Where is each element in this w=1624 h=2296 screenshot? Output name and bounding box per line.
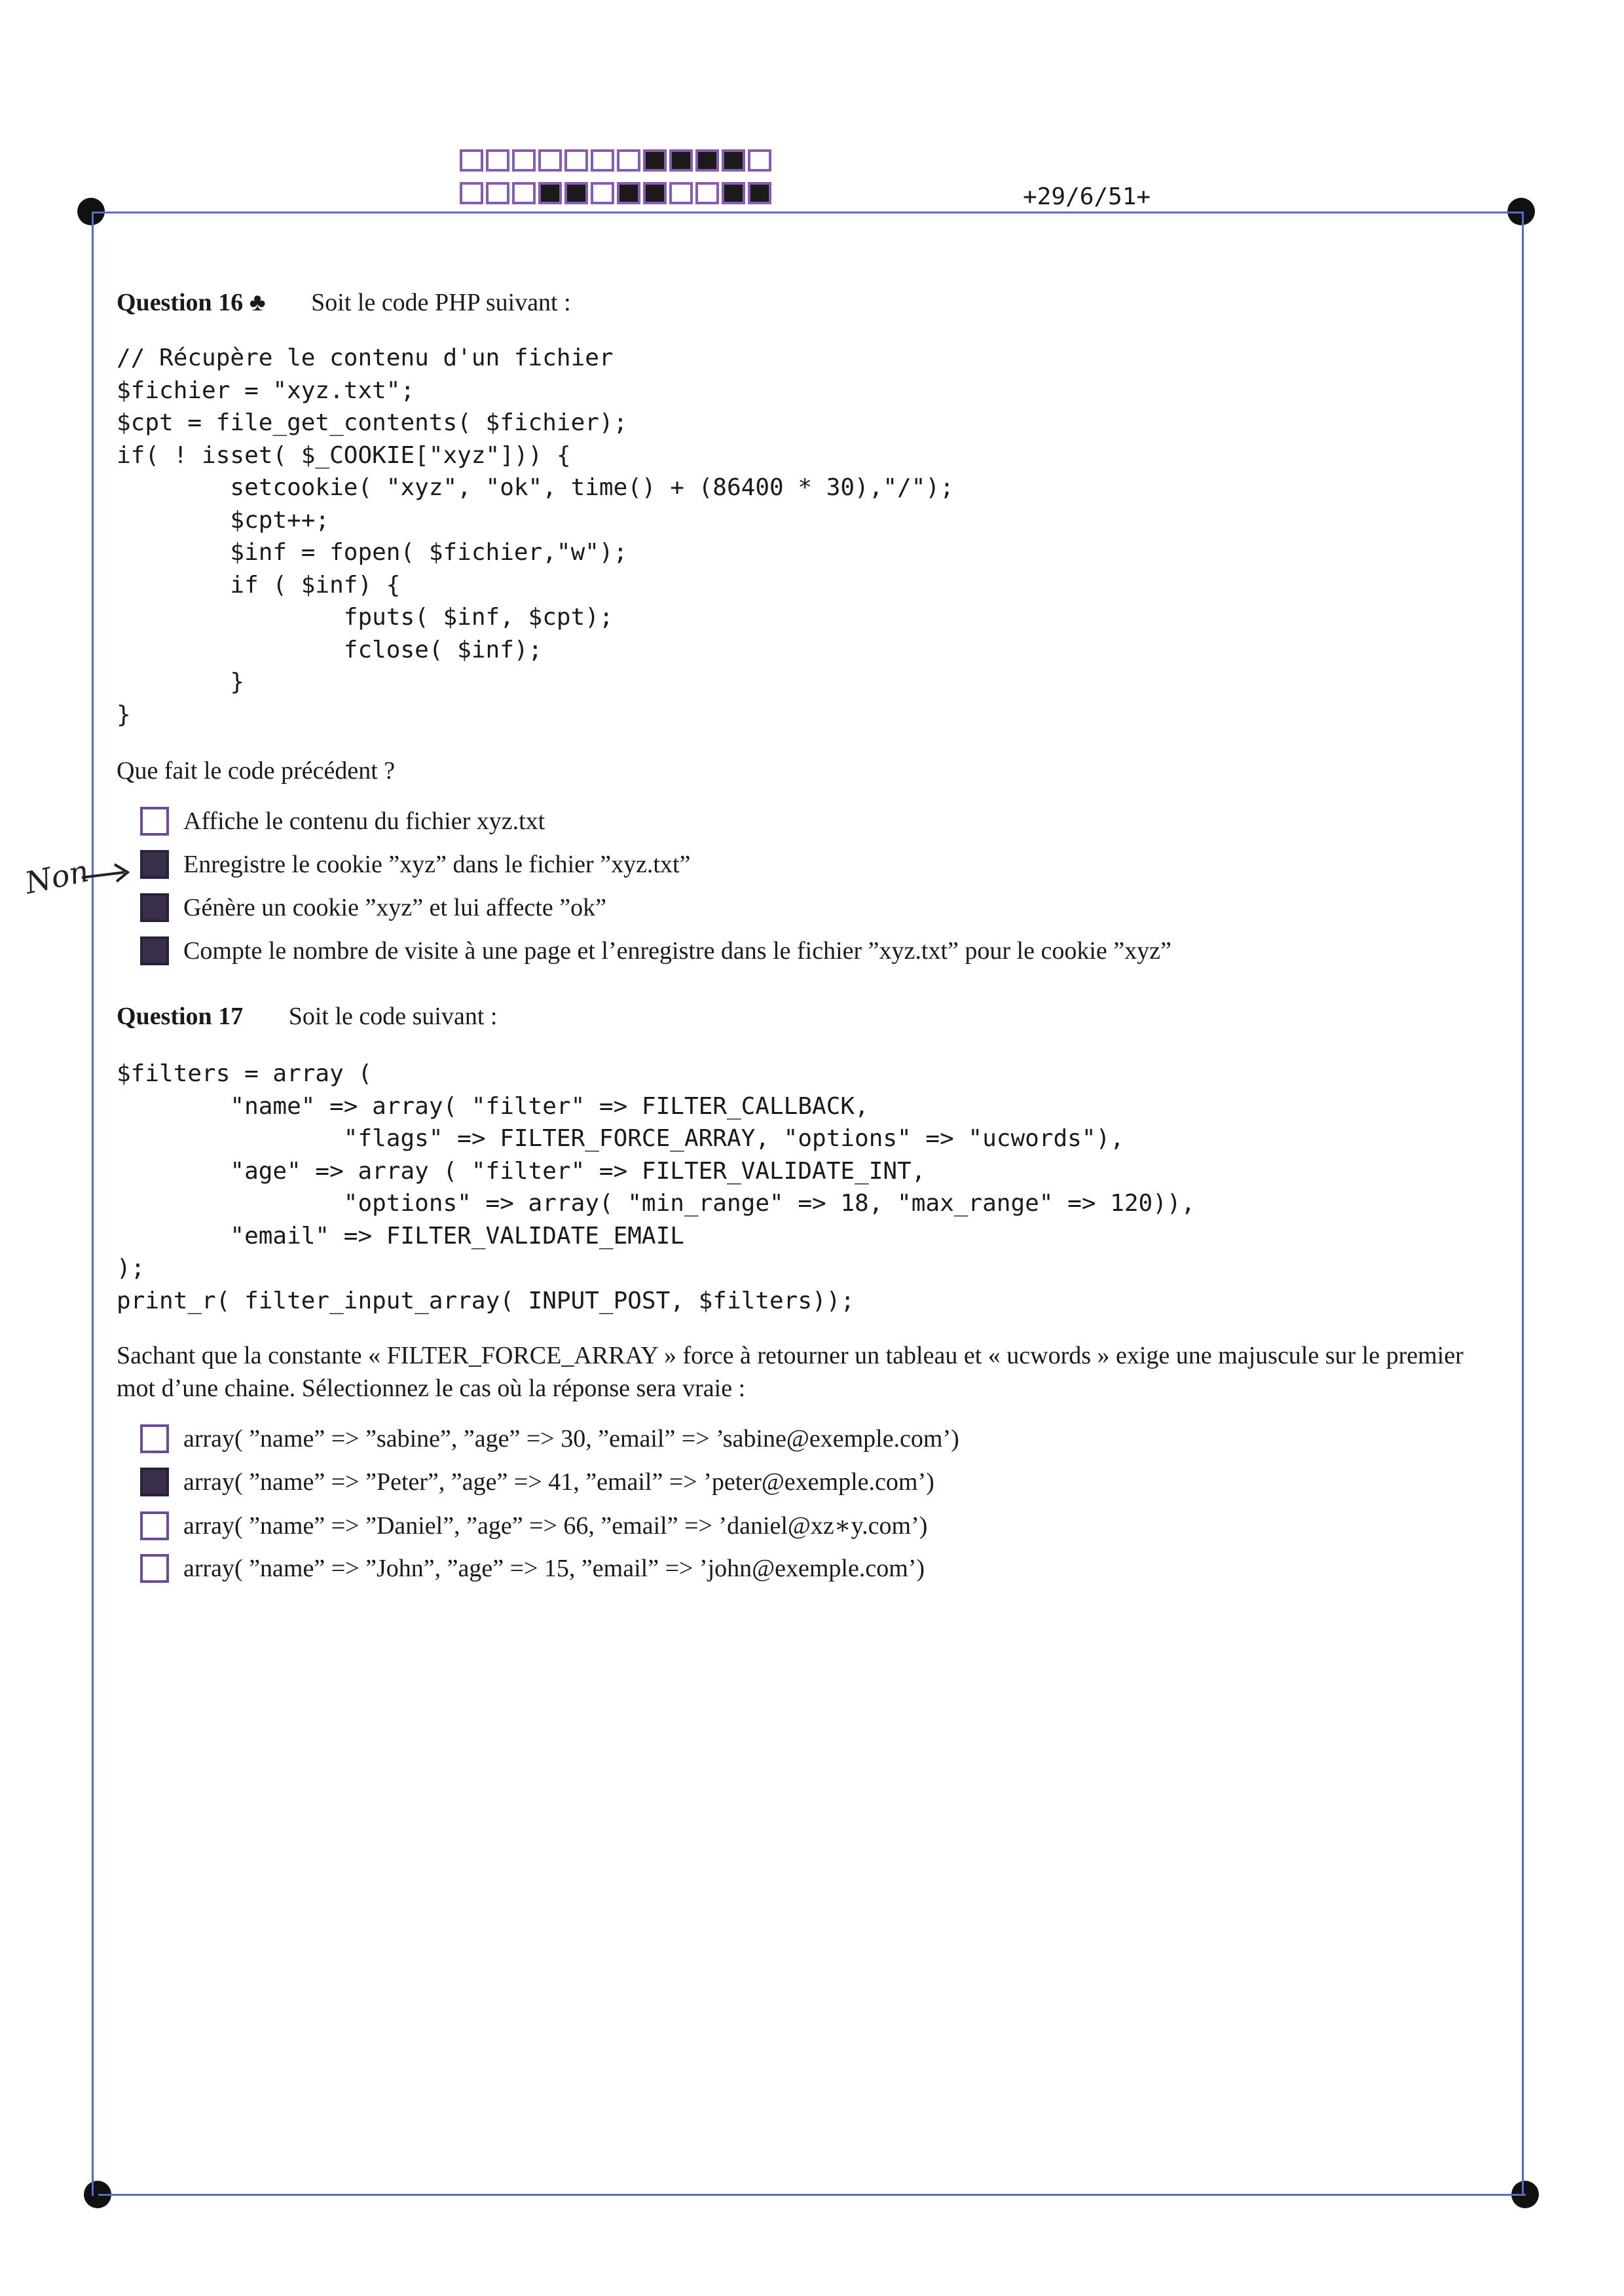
barcode-cell [748,149,771,172]
answer-checkbox[interactable] [140,1468,169,1496]
question-16-number: Question 16 ♣ [117,289,266,316]
barcode-cell [669,149,693,172]
barcode-row-2 [460,182,774,204]
answer-text: array( ”name” => ”sabine”, ”age” => 30, ”email” => ’sabine@exemple.com’) [183,1425,959,1453]
answer-text: Enregistre le cookie ”xyz” dans le fichier ”xyz.txt” [183,851,691,878]
barcode-cell [538,182,562,204]
barcode-cell [695,182,719,204]
barcode-cell [486,182,509,204]
handwritten-arrow-icon [79,858,138,891]
answer-text: Génère un cookie ”xyz” et lui affecte ”ok” [183,894,606,921]
answer-option[interactable] [140,1554,925,1583]
barcode-cell [564,149,588,172]
barcode-cell [591,182,614,204]
barcode-cell [617,149,640,172]
question-17-explanation: Sachant que la constante « FILTER_FORCE_ARRAY » force à retourner un tableau et « ucwords » exige une majuscule sur le premier mot d’une chaine. Sélectionnez le cas où la réponse sera vraie : [117,1342,1464,1402]
answer-option[interactable] [140,1424,959,1453]
frame-bottom [98,2194,1526,2196]
barcode-cell [695,149,719,172]
answer-option[interactable] [140,850,690,879]
answer-checkbox[interactable] [140,1511,169,1540]
question-16-heading [117,288,571,317]
answer-option[interactable] [140,1511,927,1540]
answer-checkbox[interactable] [140,893,169,922]
question-16-prompt: Soit le code PHP suivant : [311,289,571,316]
barcode-cell [538,149,562,172]
answer-checkbox[interactable] [140,1424,169,1453]
question-17-prompt: Soit le code suivant : [288,1003,498,1030]
answer-option[interactable] [140,936,1172,965]
question-17-heading [117,1002,497,1031]
barcode-cell [512,149,536,172]
question-17-number: Question 17 [117,1003,244,1030]
barcode-cell [722,149,745,172]
barcode-cell [722,182,745,204]
question-16-code: // Récupère le contenu d'un fichier $fichier = "xyz.txt"; $cpt = file_get_contents( $fichier); if( ! isset( $_COOKIE["xyz"])) { setcookie( "xyz", "ok", time() + (86400 * 30),"/"); $cpt++; $inf = fopen( $fichier,"w"); if ( $inf) { fputs( $inf, $cpt); fclose( $inf); } } [117,344,954,728]
handwritten-annotation: Non [22,853,92,901]
barcode-cell [643,182,667,204]
answer-text: array( ”name” => ”Daniel”, ”age” => 66, ”email” => ’daniel@xz∗y.com’) [183,1512,928,1540]
barcode-cell [669,182,693,204]
barcode-cell [617,182,640,204]
barcode-cell [591,149,614,172]
frame-right [1522,212,1524,2196]
question-17-code: $filters = array ( "name" => array( "filter" => FILTER_CALLBACK, "flags" => FILTER_FORCE_ARRAY, "options" => "ucwords"), "age" => array ( "filter" => FILTER_VALIDATE_INT, "options" => array( "min_range" => 18, "max_range" => 120)), "email" => FILTER_VALIDATE_EMAIL ); print_r( filter_input_array( INPUT_POST, $filters)); [117,1060,1196,1314]
answer-text: Affiche le contenu du fichier xyz.txt [183,807,545,835]
frame-top [92,212,1522,213]
barcode-cell [460,182,483,204]
question-16-question: Que fait le code précédent ? [117,757,396,785]
answer-checkbox[interactable] [140,1554,169,1583]
answer-checkbox[interactable] [140,936,169,965]
answer-checkbox[interactable] [140,850,169,879]
answer-text: array( ”name” => ”Peter”, ”age” => 41, ”email” => ’peter@exemple.com’) [183,1468,934,1496]
answer-checkbox[interactable] [140,807,169,836]
barcode-cell [460,149,483,172]
barcode-cell [748,182,771,204]
answer-option[interactable] [140,807,545,836]
barcode-cell [486,149,509,172]
page-id: +29/6/51+ [1023,183,1151,210]
frame-left [92,212,94,2196]
barcode-cell [564,182,588,204]
barcode-cell [643,149,667,172]
answer-text: Compte le nombre de visite à une page et l’enregistre dans le fichier ”xyz.txt” pour le cookie ”xyz” [183,937,1172,965]
answer-text: array( ”name” => ”John”, ”age” => 15, ”email” => ’john@exemple.com’) [183,1555,925,1582]
answer-option[interactable] [140,1468,934,1496]
barcode-cell [512,182,536,204]
barcode-row-1 [460,149,774,172]
answer-option[interactable] [140,893,606,922]
